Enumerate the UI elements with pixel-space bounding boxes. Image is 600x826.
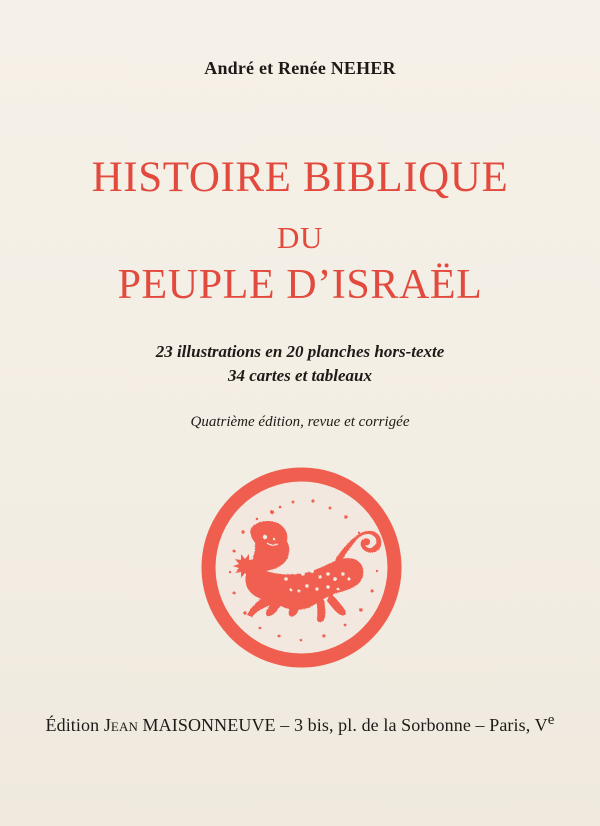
publisher-suffix: – 3 bis, pl. de la Sorbonne – Paris, V — [275, 715, 548, 735]
title-line-3: PEUPLE D’ISRAËL — [117, 262, 483, 308]
publisher-superscript: e — [547, 712, 555, 728]
publisher-line — [0, 712, 600, 736]
title-line-1: HISTOIRE BIBLIQUE — [91, 154, 509, 201]
publisher-name: Jean MAISONNEUVE — [103, 715, 276, 735]
lion-seal-icon — [199, 465, 404, 670]
subtitle-line-2: 34 cartes et tableaux — [227, 366, 372, 385]
subtitle-line-1: 23 illustrations en 20 planches hors-texte — [155, 342, 445, 361]
subtitle-block — [0, 340, 600, 388]
edition-note: Quatrième édition, revue et corrigée — [190, 414, 410, 430]
publisher-prefix: Édition — [45, 715, 104, 735]
authors: André et Renée NEHER — [204, 58, 396, 78]
title-line-2: DU — [277, 220, 323, 255]
